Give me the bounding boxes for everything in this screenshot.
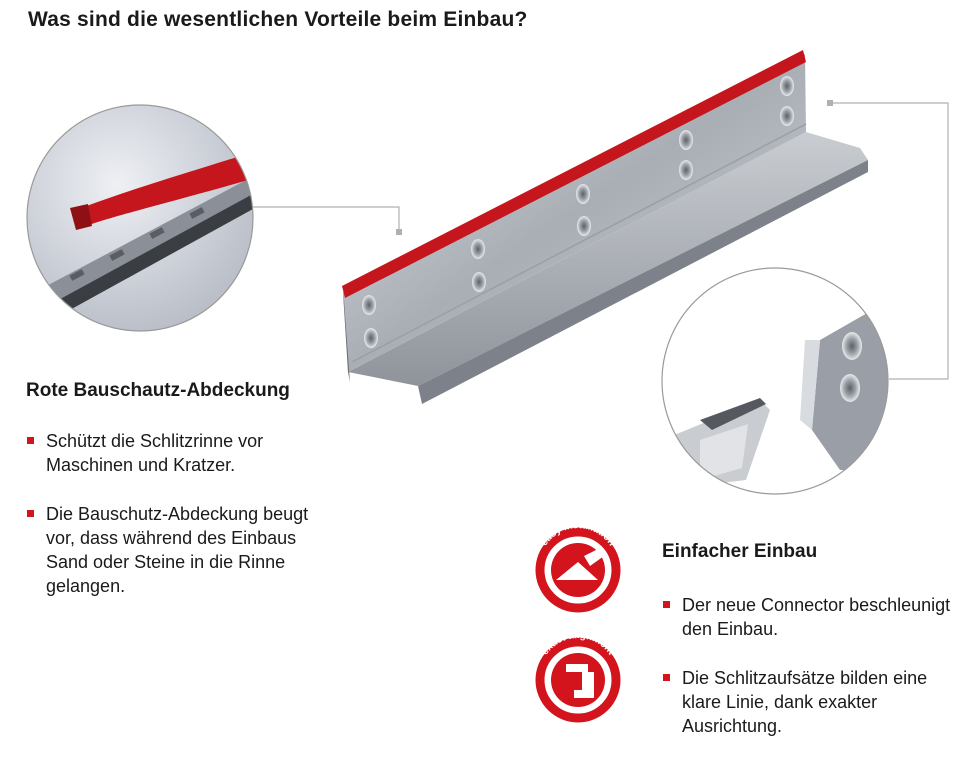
badge-label-1: easy installation [538,519,618,549]
section-heading-cover: Rote Bauschautz-Abdeckung [26,380,290,401]
list-item: Schützt die Schlitzrinne vor Maschinen und Kratzer. [26,429,326,477]
zoom-circle-connector-detail [662,268,890,494]
badge-exact-alignment [540,642,616,718]
section-heading-installation: Einfacher Einbau [662,541,818,562]
list-item: Der neue Connector beschleunigt den Einbau. [662,593,962,641]
bullet-square-icon [27,510,34,517]
bullet-square-icon [663,601,670,608]
badge-label-2: exact alignment [539,630,617,658]
bullet-square-icon [27,437,34,444]
zoom-circle-cover-detail [20,105,262,331]
list-item: Die Schlitzaufsätze bilden eine klare Linie, dank exakter Ausrichtung. [662,666,962,738]
installation-benefits-list [662,593,962,763]
list-item: Die Bauschutz-Abdeckung beugt vor, dass während des Einbaus Sand oder Steine in die Rinne gelangen. [26,502,326,598]
bullet-square-icon [663,674,670,681]
badge-easy-installation [540,532,616,608]
page-title: Was sind die wesentlichen Vorteile beim Einbau? [28,8,528,31]
cover-benefits-list [26,429,326,623]
